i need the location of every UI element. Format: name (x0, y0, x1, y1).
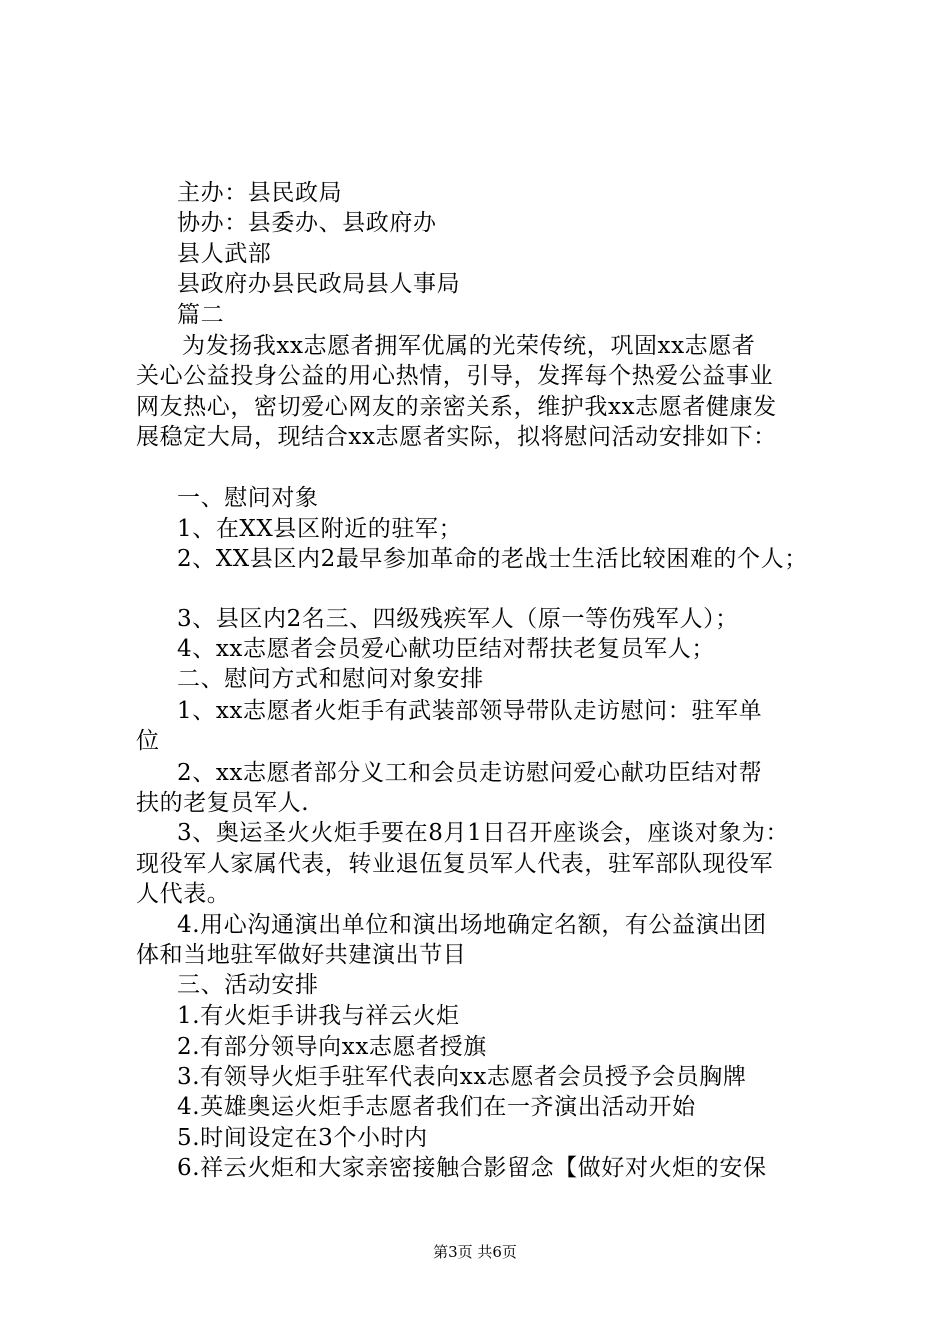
text-line: 扶的老复员军人. (136, 790, 310, 816)
text-line: 6.祥云火炬和大家亲密接触合影留念【做好对火炬的安保 (177, 1155, 767, 1181)
text-line: 篇二 (177, 302, 225, 328)
text-line: 1、在XX县区附近的驻军； (177, 516, 463, 542)
text-line: 3、县区内2名三、四级残疾军人（原一等伤残军人）； (177, 606, 739, 632)
text-line: 为发扬我xx志愿者拥军优属的光荣传统，巩固xx志愿者 (182, 333, 756, 359)
text-line: 2、xx志愿者部分义工和会员走访慰问爱心献功臣结对帮 (177, 760, 763, 786)
text-line: 1、xx志愿者火炬手有武装部领导带队走访慰问：驻军单 (177, 698, 763, 724)
text-line: 4.英雄奥运火炬手志愿者我们在一齐演出活动开始 (177, 1094, 696, 1120)
text-line: 一、慰问对象 (177, 485, 319, 511)
text-line: 3、奥运圣火火炬手要在8月1日召开座谈会，座谈对象为： (177, 820, 790, 846)
text-line: 关心公益投身公益的用心热情，引导，发挥每个热爱公益事业 (136, 363, 774, 389)
text-line: 位 (136, 728, 160, 754)
text-line: 4.用心沟通演出单位和演出场地确定名额，有公益演出团 (177, 912, 767, 938)
text-line: 网友热心，密切爱心网友的亲密关系，维护我xx志愿者健康发 (136, 394, 777, 420)
text-line: 5.时间设定在3个小时内 (177, 1125, 428, 1151)
text-line: 二、慰问方式和慰问对象安排 (177, 666, 484, 692)
text-line: 人代表。 (136, 881, 231, 907)
page-number-footer: 第3页 共6页 (433, 1243, 517, 1261)
text-line: 三、活动安排 (177, 972, 319, 998)
text-line: 县人武部 (177, 241, 272, 267)
text-line: 4、xx志愿者会员爱心献功臣结对帮扶老复员军人； (177, 636, 715, 662)
text-line: 展稳定大局，现结合xx志愿者实际，拟将慰问活动安排如下： (136, 424, 777, 450)
text-line: 现役军人家属代表，转业退伍复员军人代表，驻军部队现役军 (136, 851, 774, 877)
text-line: 协办：县委办、县政府办 (177, 210, 437, 236)
text-line: 2.有部分领导向xx志愿者授旗 (177, 1034, 487, 1060)
text-line: 1.有火炬手讲我与祥云火炬 (177, 1003, 460, 1029)
text-line: 县政府办县民政局县人事局 (177, 271, 461, 297)
text-line: 主办：县民政局 (177, 180, 343, 206)
text-line: 2、XX县区内2最早参加革命的老战士生活比较困难的个人； (177, 546, 808, 572)
text-line: 体和当地驻军做好共建演出节目 (136, 942, 467, 968)
text-line: 3.有领导火炬手驻军代表向xx志愿者会员授予会员胸牌 (177, 1064, 747, 1090)
